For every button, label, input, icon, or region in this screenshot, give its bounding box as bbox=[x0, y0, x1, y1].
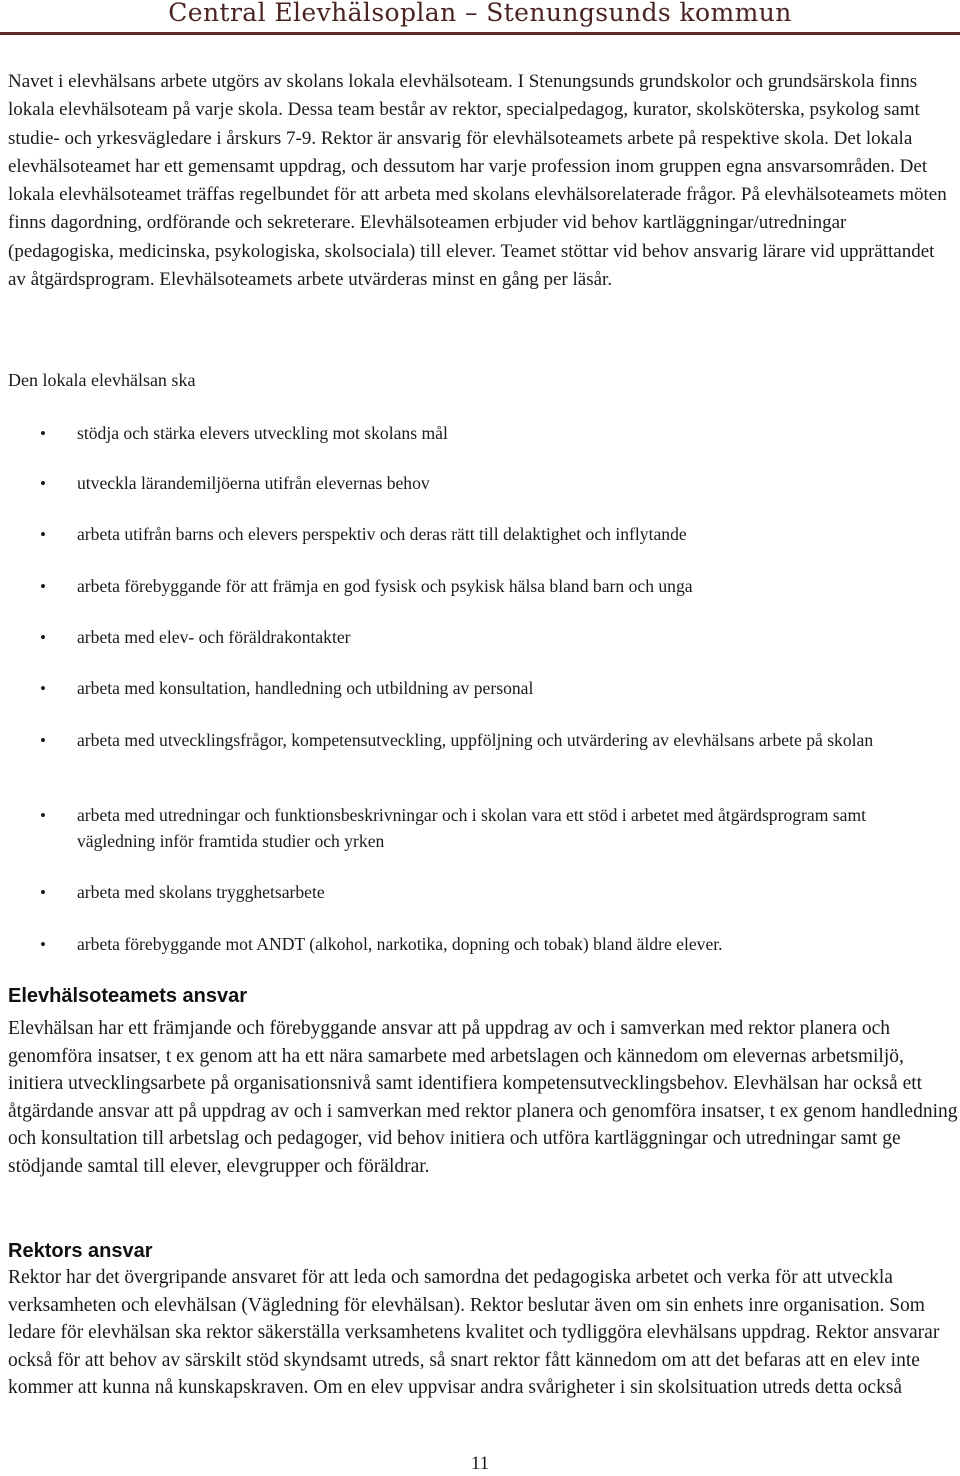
bullet-icon: • bbox=[40, 679, 46, 698]
section-heading-team: Elevhälsoteamets ansvar bbox=[8, 985, 248, 1007]
list-item-text: arbeta förebyggande mot ANDT (alkohol, narkotika, dopning och tobak) bland äldre elever. bbox=[77, 934, 723, 954]
list-item-text: arbeta med utvecklingsfrågor, kompetensutveckling, uppföljning och utvärdering av elevhälsans arbete på skolan bbox=[77, 730, 874, 750]
bullet-icon: • bbox=[40, 474, 46, 493]
page-number: 11 bbox=[470, 1453, 490, 1474]
bullet-icon: • bbox=[40, 628, 46, 647]
bullet-icon: • bbox=[40, 935, 46, 954]
intro-paragraph: Navet i elevhälsans arbete utgörs av skolans lokala elevhälsoteam. I Stenungsunds grundskolor och grundsärskola finns lokala elevhälsoteam på varje skola. Dessa team består av rektor, specialpedagog, kurator, skolsköterska, psykolog samt studie- och yrkesvägledare i årskurs 7-9. Rektor är ansvarig för elevhälsoteamets arbete på respektive skola. Det lokala elevhälsoteamet har ett gemensamt uppdrag, och dessutom har varje profession inom gruppen egna ansvarsområden. Det lokala elevhälsoteamet träffas regelbundet för att arbeta med skolans elevhälsorelaterade frågor. På elevhälsoteamets möten finns dagordning, ordförande och sekreterare. Elevhälsoteamen erbjuder vid behov kartläggningar/utredningar (pedagogiska, medicinska, psykologiska, skolsociala) till elever. Teamet stöttar vid behov ansvarig lärare vid upprättandet av åtgärdsprogram. Elevhälsoteamets arbete utvärderas minst en gång per läsår. bbox=[8, 71, 947, 291]
bullet-icon: • bbox=[40, 883, 46, 902]
header-divider bbox=[0, 32, 960, 35]
section-heading-rektor: Rektors ansvar bbox=[8, 1240, 153, 1262]
list-item-text: arbeta med utredningar och funktionsbeskrivningar och i skolan vara ett stöd i arbetet med åtgärdsprogram samt vägledning inför framtida studier och yrken bbox=[77, 805, 867, 851]
list-item-text: arbeta med elev- och föräldrakontakter bbox=[77, 627, 351, 647]
list-item-text: arbeta förebyggande för att främja en god fysisk och psykisk hälsa bland barn och unga bbox=[77, 576, 693, 596]
bullet-icon: • bbox=[40, 424, 46, 443]
bullet-icon: • bbox=[40, 525, 46, 544]
list-item-text: arbeta med skolans trygghetsarbete bbox=[77, 882, 325, 902]
list-item-text: arbeta utifrån barns och elevers perspektiv och deras rätt till delaktighet och inflytande bbox=[77, 524, 687, 544]
bullet-icon: • bbox=[40, 577, 46, 596]
list-lead-text: Den lokala elevhälsan ska bbox=[8, 370, 196, 390]
rektor-responsibility-paragraph: Rektor har det övergripande ansvaret för att leda och samordna det pedagogiska arbetet och verka för att utveckla verksamheten och elevhälsan (Vägledning för elevhälsan). Rektor beslutar även om sin enhets inre organisation. Som ledare för elevhälsan ska rektor säkerställa verksamhetens kvalitet och tydliggöra elevhälsans uppdrag. Rektor ansvarar också för att behov av särskilt stöd skyndsamt utreds, så snart rektor fått kännedom om att det befaras att en elev inte kommer att kunna nå kunskapskraven. Om en elev uppvisar andra svårigheter i sin skolsituation utreds detta också bbox=[8, 1267, 940, 1398]
page-header bbox=[0, 0, 960, 42]
team-responsibility-paragraph: Elevhälsan har ett främjande och förebyggande ansvar att på uppdrag av och i samverkan med rektor planera och genomföra insatser, t ex genom att ha ett nära samarbete med arbetslagen och kännedom om elevernas arbetsmiljö, initiera utvecklingsarbete på organisationsnivå samt identifiera kompetensutvecklingsbehov. Elevhälsan har också ett åtgärdande ansvar att på uppdrag av och i samverkan med rektor planera och genomföra insatser, t ex genom handledning och konsultation till arbetslag och pedagoger, vid behov initiera och utföra kartläggningar och utredningar samt ge stödjande samtal till elever, elevgrupper och föräldrar. bbox=[8, 1018, 958, 1177]
list-item-text: stödja och stärka elevers utveckling mot skolans mål bbox=[77, 423, 448, 443]
bullet-icon: • bbox=[40, 731, 46, 750]
bullet-icon: • bbox=[40, 806, 46, 825]
list-item-text: utveckla lärandemiljöerna utifrån elevernas behov bbox=[77, 473, 430, 493]
document-title: Central Elevhälsoplan – Stenungsunds kommun bbox=[168, 0, 792, 27]
list-item-text: arbeta med konsultation, handledning och utbildning av personal bbox=[77, 678, 534, 698]
